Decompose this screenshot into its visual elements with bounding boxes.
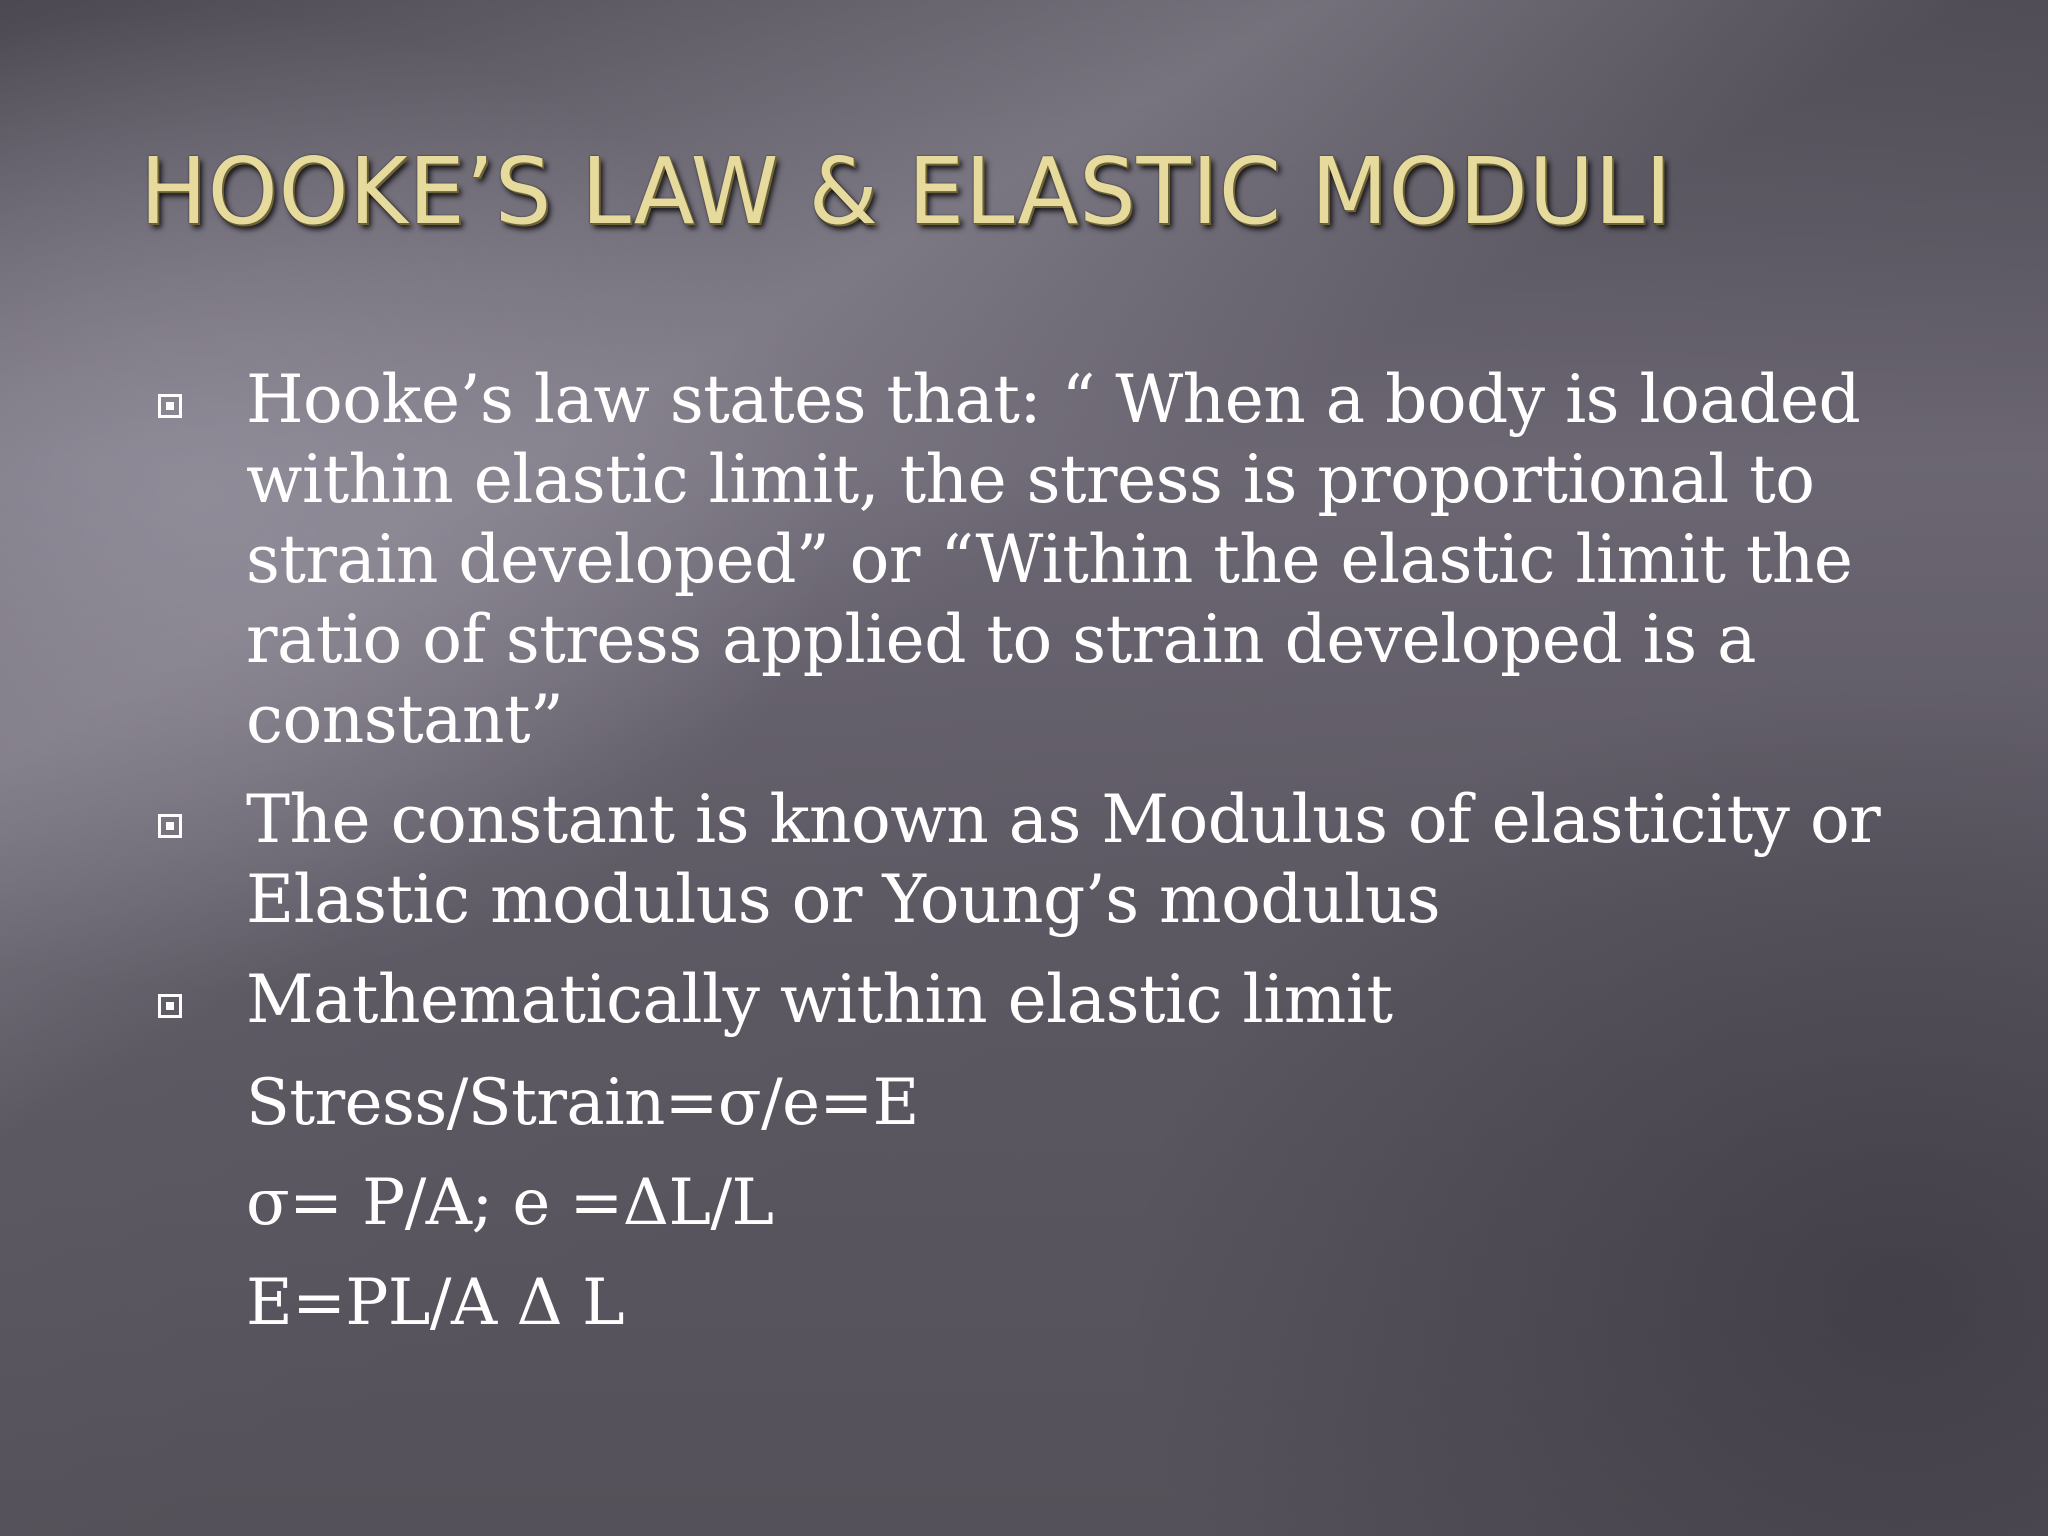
bullet-item	[150, 360, 1910, 760]
square-bullet-icon	[158, 394, 182, 418]
formula-line: Stress/Strain=σ/e=E	[246, 1066, 919, 1140]
formula-line: σ= P/A; e =ΔL/L	[246, 1166, 774, 1240]
bullet-item	[150, 960, 1910, 1040]
slide-title: HOOKE’S LAW & ELASTIC MODULI	[140, 138, 1673, 245]
bullet-text: Hooke’s law states that: “ When a body is loaded within elastic limit, the stress is proportional to strain developed” or “Within the elastic limit the ratio of stress applied to strain developed is a constant”	[246, 361, 1861, 758]
bullet-text: The constant is known as Modulus of elasticity or Elastic modulus or Young’s modulus	[246, 781, 1881, 938]
bullet-text: Mathematically within elastic limit	[246, 961, 1393, 1038]
square-bullet-icon	[158, 994, 182, 1018]
formula-line: E=PL/A Δ L	[246, 1266, 625, 1340]
square-bullet-icon	[158, 814, 182, 838]
slide-content	[150, 360, 1910, 1340]
bullet-item	[150, 780, 1910, 940]
